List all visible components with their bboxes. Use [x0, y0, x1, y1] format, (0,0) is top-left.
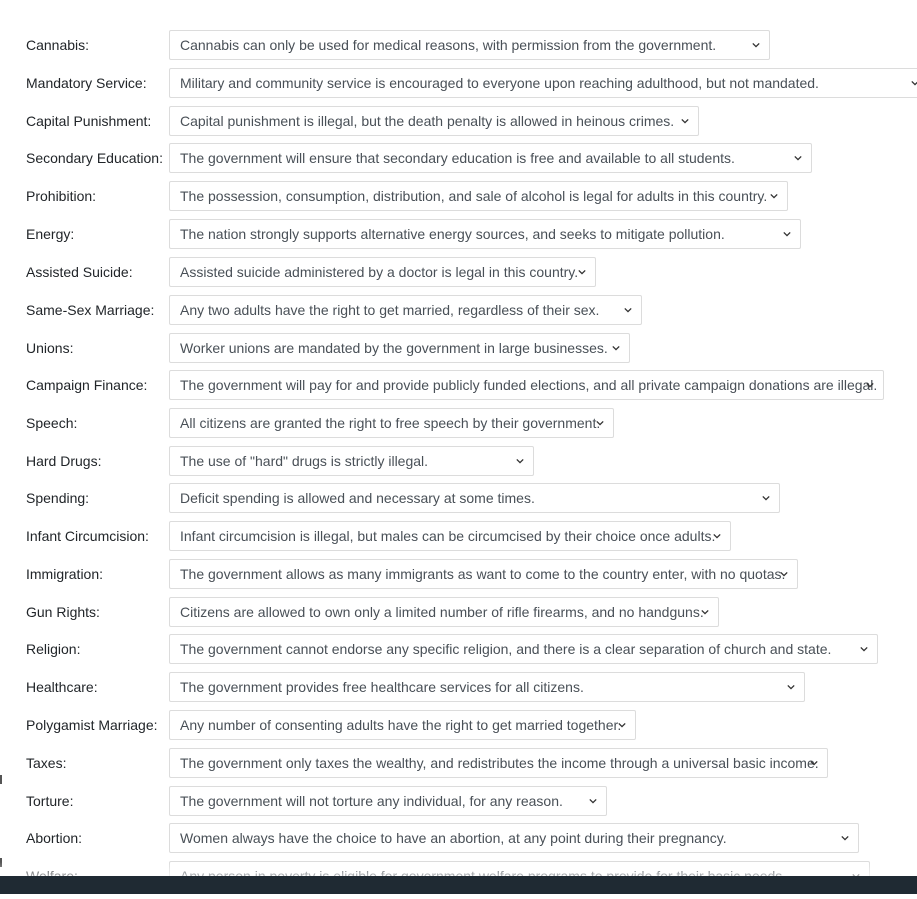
policy-row-spending [0, 483, 917, 521]
chevron-down-icon [752, 41, 760, 49]
policy-label: Religion: [26, 641, 81, 657]
unions-select[interactable] [169, 333, 630, 363]
chevron-down-icon [866, 381, 874, 389]
chevron-down-icon [516, 457, 524, 465]
chevron-down-icon [770, 192, 778, 200]
policy-row-gun-rights [0, 597, 917, 635]
select-value: Assisted suicide administered by a doctor is legal in this country. [180, 264, 579, 280]
policy-row-assisted-suicide [0, 257, 917, 295]
religion-select[interactable] [169, 634, 878, 664]
bottom-bar [0, 876, 917, 894]
select-value: Capital punishment is illegal, but the death penalty is allowed in heinous crimes. [180, 113, 675, 129]
chevron-down-icon [794, 154, 802, 162]
policy-row-unions [0, 333, 917, 371]
select-value: The government will pay for and provide publicly funded elections, and all private campaign donations are illegal. [180, 377, 878, 393]
cannabis-select[interactable] [169, 30, 770, 60]
chevron-down-icon [612, 344, 620, 352]
policy-row-polygamist-marriage [0, 710, 917, 748]
policy-row-mandatory-service [0, 68, 917, 106]
policy-row-healthcare [0, 672, 917, 710]
same-sex-marriage-select[interactable] [169, 295, 642, 325]
chevron-down-icon [860, 645, 868, 653]
campaign-finance-select[interactable] [169, 370, 884, 400]
chevron-down-icon [701, 608, 709, 616]
select-value: The possession, consumption, distribution, and sale of alcohol is legal for adults in this country. [180, 188, 768, 204]
policy-row-taxes [0, 748, 917, 786]
chevron-down-icon [681, 117, 689, 125]
policy-label: Infant Circumcision: [26, 528, 149, 544]
hard-drugs-select[interactable] [169, 446, 534, 476]
chevron-down-icon [810, 759, 818, 767]
chevron-down-icon [624, 306, 632, 314]
chevron-down-icon [713, 532, 721, 540]
energy-select[interactable] [169, 219, 801, 249]
policy-label: Immigration: [26, 566, 104, 582]
policy-label: Hard Drugs: [26, 453, 102, 469]
chevron-down-icon [589, 797, 597, 805]
chevron-down-icon [841, 834, 849, 842]
select-value: The nation strongly supports alternative energy sources, and seeks to mitigate pollution. [180, 226, 725, 242]
policy-label: Prohibition: [26, 188, 97, 204]
policy-row-energy [0, 219, 917, 257]
policy-label: Campaign Finance: [26, 377, 148, 393]
policy-label: Unions: [26, 340, 74, 356]
policy-row-campaign-finance [0, 370, 917, 408]
policy-label: Gun Rights: [26, 604, 100, 620]
policy-row-immigration [0, 559, 917, 597]
policy-label: Energy: [26, 226, 75, 242]
select-value: The use of "hard" drugs is strictly illegal. [180, 453, 429, 469]
select-value: Military and community service is encouraged to everyone upon reaching adulthood, but not mandated. [180, 75, 819, 91]
capital-punishment-select[interactable] [169, 106, 699, 136]
taxes-select[interactable] [169, 748, 828, 778]
select-value: Citizens are allowed to own only a limited number of rifle firearms, and no handguns. [180, 604, 704, 620]
policy-label: Secondary Education: [26, 150, 163, 166]
select-value: The government cannot endorse any specific religion, and there is a clear separation of church and state. [180, 641, 832, 657]
mandatory-service-select[interactable] [169, 68, 917, 98]
policy-row-infant-circumcision [0, 521, 917, 559]
chevron-down-icon [787, 683, 795, 691]
policy-row-prohibition [0, 181, 917, 219]
scroll-fade [0, 862, 917, 876]
policy-row-secondary-education [0, 143, 917, 181]
select-value: The government allows as many immigrants as want to come to the country enter, with no quotas. [180, 566, 786, 582]
select-value: The government provides free healthcare services for all citizens. [180, 679, 584, 695]
policy-row-capital-punishment [0, 106, 917, 144]
policy-row-torture [0, 786, 917, 824]
select-value: Cannabis can only be used for medical reasons, with permission from the government. [180, 37, 717, 53]
immigration-select[interactable] [169, 559, 798, 589]
healthcare-select[interactable] [169, 672, 805, 702]
chevron-down-icon [911, 79, 917, 87]
chevron-down-icon [596, 419, 604, 427]
select-value: Infant circumcision is illegal, but males can be circumcised by their choice once adults. [180, 528, 716, 544]
policy-label: Capital Punishment: [26, 113, 152, 129]
policy-label: Assisted Suicide: [26, 264, 133, 280]
assisted-suicide-select[interactable] [169, 257, 596, 287]
polygamist-marriage-select[interactable] [169, 710, 636, 740]
select-value: The government will ensure that secondary education is free and available to all students. [180, 150, 735, 166]
speech-select[interactable] [169, 408, 614, 438]
chevron-down-icon [578, 268, 586, 276]
left-edge-marker [0, 775, 2, 784]
gun-rights-select[interactable] [169, 597, 719, 627]
select-value: Worker unions are mandated by the government in large businesses. [180, 340, 608, 356]
chevron-down-icon [618, 721, 626, 729]
select-value: Deficit spending is allowed and necessary at some times. [180, 490, 535, 506]
policy-row-religion [0, 634, 917, 672]
secondary-education-select[interactable] [169, 143, 812, 173]
policy-row-abortion [0, 823, 917, 861]
torture-select[interactable] [169, 786, 607, 816]
select-value: The government will not torture any individual, for any reason. [180, 793, 563, 809]
policy-label: Spending: [26, 490, 90, 506]
prohibition-select[interactable] [169, 181, 788, 211]
infant-circumcision-select[interactable] [169, 521, 731, 551]
chevron-down-icon [783, 230, 791, 238]
chevron-down-icon [780, 570, 788, 578]
abortion-select[interactable] [169, 823, 859, 853]
policy-label: Abortion: [26, 830, 83, 846]
policy-label: Speech: [26, 415, 78, 431]
select-value: The government only taxes the wealthy, and redistributes the income through a universal basic income. [180, 755, 819, 771]
policy-row-hard-drugs [0, 446, 917, 484]
select-value: All citizens are granted the right to free speech by their government. [180, 415, 601, 431]
policy-label: Same-Sex Marriage: [26, 302, 155, 318]
select-value: Women always have the choice to have an abortion, at any point during their pregnancy. [180, 830, 727, 846]
policy-label: Taxes: [26, 755, 67, 771]
policy-row-same-sex-marriage [0, 295, 917, 333]
policy-label: Polygamist Marriage: [26, 717, 158, 733]
policy-label: Healthcare: [26, 679, 98, 695]
select-value: Any number of consenting adults have the right to get married together. [180, 717, 622, 733]
policy-label: Torture: [26, 793, 74, 809]
chevron-down-icon [762, 494, 770, 502]
policy-label: Mandatory Service: [26, 75, 147, 91]
select-value: Any two adults have the right to get married, regardless of their sex. [180, 302, 600, 318]
policy-row-speech [0, 408, 917, 446]
policy-label: Cannabis: [26, 37, 90, 53]
policy-row-cannabis [0, 30, 917, 68]
spending-select[interactable] [169, 483, 780, 513]
